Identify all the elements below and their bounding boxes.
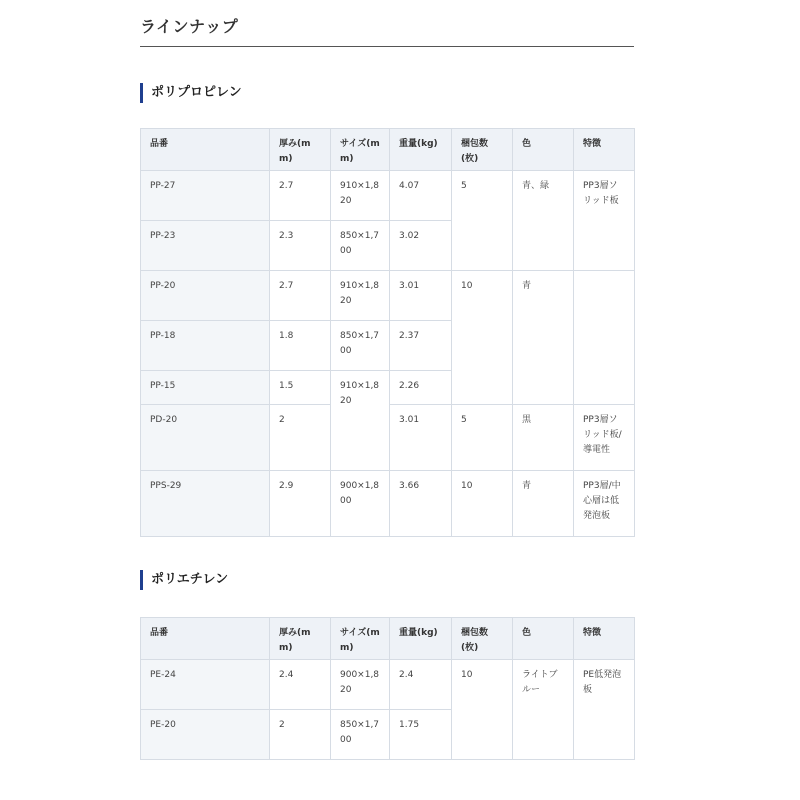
cell-thickness: 2.7 <box>270 271 331 321</box>
cell-code: PPS-29 <box>141 471 270 537</box>
cell-code: PE-20 <box>141 710 270 760</box>
cell-feature: PE低発泡板 <box>574 660 635 760</box>
cell-code: PP-23 <box>141 221 270 271</box>
cell-thickness: 2.4 <box>270 660 331 710</box>
cell-color: ライトブルー <box>513 660 574 760</box>
cell-color: 青、緑 <box>513 171 574 271</box>
cell-code: PD-20 <box>141 405 270 471</box>
cell-size: 850×1,700 <box>331 321 390 371</box>
cell-code: PP-18 <box>141 321 270 371</box>
cell-code: PE-24 <box>141 660 270 710</box>
cell-pack: 10 <box>452 660 513 760</box>
cell-size: 900×1,820 <box>331 660 390 710</box>
page-title: ラインナップ <box>140 17 239 36</box>
cell-thickness: 2 <box>270 710 331 760</box>
cell-size: 850×1,700 <box>331 710 390 760</box>
cell-weight: 3.01 <box>390 271 452 321</box>
title-divider <box>140 46 634 47</box>
header-thickness: 厚み(mm) <box>270 618 331 660</box>
header-pack: 梱包数(枚) <box>452 618 513 660</box>
section-heading-polyethylene: ポリエチレン <box>140 570 228 590</box>
cell-weight: 2.26 <box>390 371 452 405</box>
cell-pack: 5 <box>452 405 513 471</box>
header-color: 色 <box>513 618 574 660</box>
table-row <box>141 271 635 321</box>
cell-weight: 1.75 <box>390 710 452 760</box>
polyethylene-table <box>140 617 635 760</box>
cell-size: 910×1,820 <box>331 371 390 471</box>
cell-weight: 4.07 <box>390 171 452 221</box>
cell-color: 黒 <box>513 405 574 471</box>
header-size: サイズ(mm) <box>331 618 390 660</box>
table-row <box>141 171 635 221</box>
cell-feature: PP3層/中心層は低発泡板 <box>574 471 635 537</box>
cell-pack: 10 <box>452 271 513 405</box>
cell-code: PP-27 <box>141 171 270 221</box>
cell-thickness: 1.8 <box>270 321 331 371</box>
section-heading-polypropylene: ポリプロピレン <box>140 83 242 103</box>
header-code: 品番 <box>141 618 270 660</box>
header-weight: 重量(kg) <box>390 618 452 660</box>
header-color: 色 <box>513 129 574 171</box>
header-code: 品番 <box>141 129 270 171</box>
cell-weight: 3.66 <box>390 471 452 537</box>
table-row <box>141 471 635 537</box>
header-feature: 特徴 <box>574 129 635 171</box>
cell-weight: 2.37 <box>390 321 452 371</box>
cell-color: 青 <box>513 271 574 405</box>
cell-feature: PP3層ソリッド板 <box>574 171 635 271</box>
cell-weight: 3.01 <box>390 405 452 471</box>
cell-pack: 10 <box>452 471 513 537</box>
table-header-row <box>141 129 635 171</box>
table-row <box>141 660 635 710</box>
cell-feature-empty <box>574 271 635 405</box>
cell-size: 900×1,800 <box>331 471 390 537</box>
cell-thickness: 2.3 <box>270 221 331 271</box>
header-size: サイズ(mm) <box>331 129 390 171</box>
cell-weight: 3.02 <box>390 221 452 271</box>
polypropylene-table <box>140 128 635 537</box>
cell-thickness: 2 <box>270 405 331 471</box>
cell-weight: 2.4 <box>390 660 452 710</box>
cell-size: 910×1,820 <box>331 171 390 221</box>
cell-thickness: 2.7 <box>270 171 331 221</box>
cell-code: PP-20 <box>141 271 270 321</box>
cell-color: 青 <box>513 471 574 537</box>
cell-code: PP-15 <box>141 371 270 405</box>
header-feature: 特徴 <box>574 618 635 660</box>
cell-size: 850×1,700 <box>331 221 390 271</box>
header-thickness: 厚み(mm) <box>270 129 331 171</box>
cell-size: 910×1,820 <box>331 271 390 321</box>
cell-thickness: 1.5 <box>270 371 331 405</box>
cell-feature: PP3層ソリッド板/導電性 <box>574 405 635 471</box>
table-header-row <box>141 618 635 660</box>
header-pack: 梱包数(枚) <box>452 129 513 171</box>
header-weight: 重量(kg) <box>390 129 452 171</box>
cell-thickness: 2.9 <box>270 471 331 537</box>
cell-pack: 5 <box>452 171 513 271</box>
